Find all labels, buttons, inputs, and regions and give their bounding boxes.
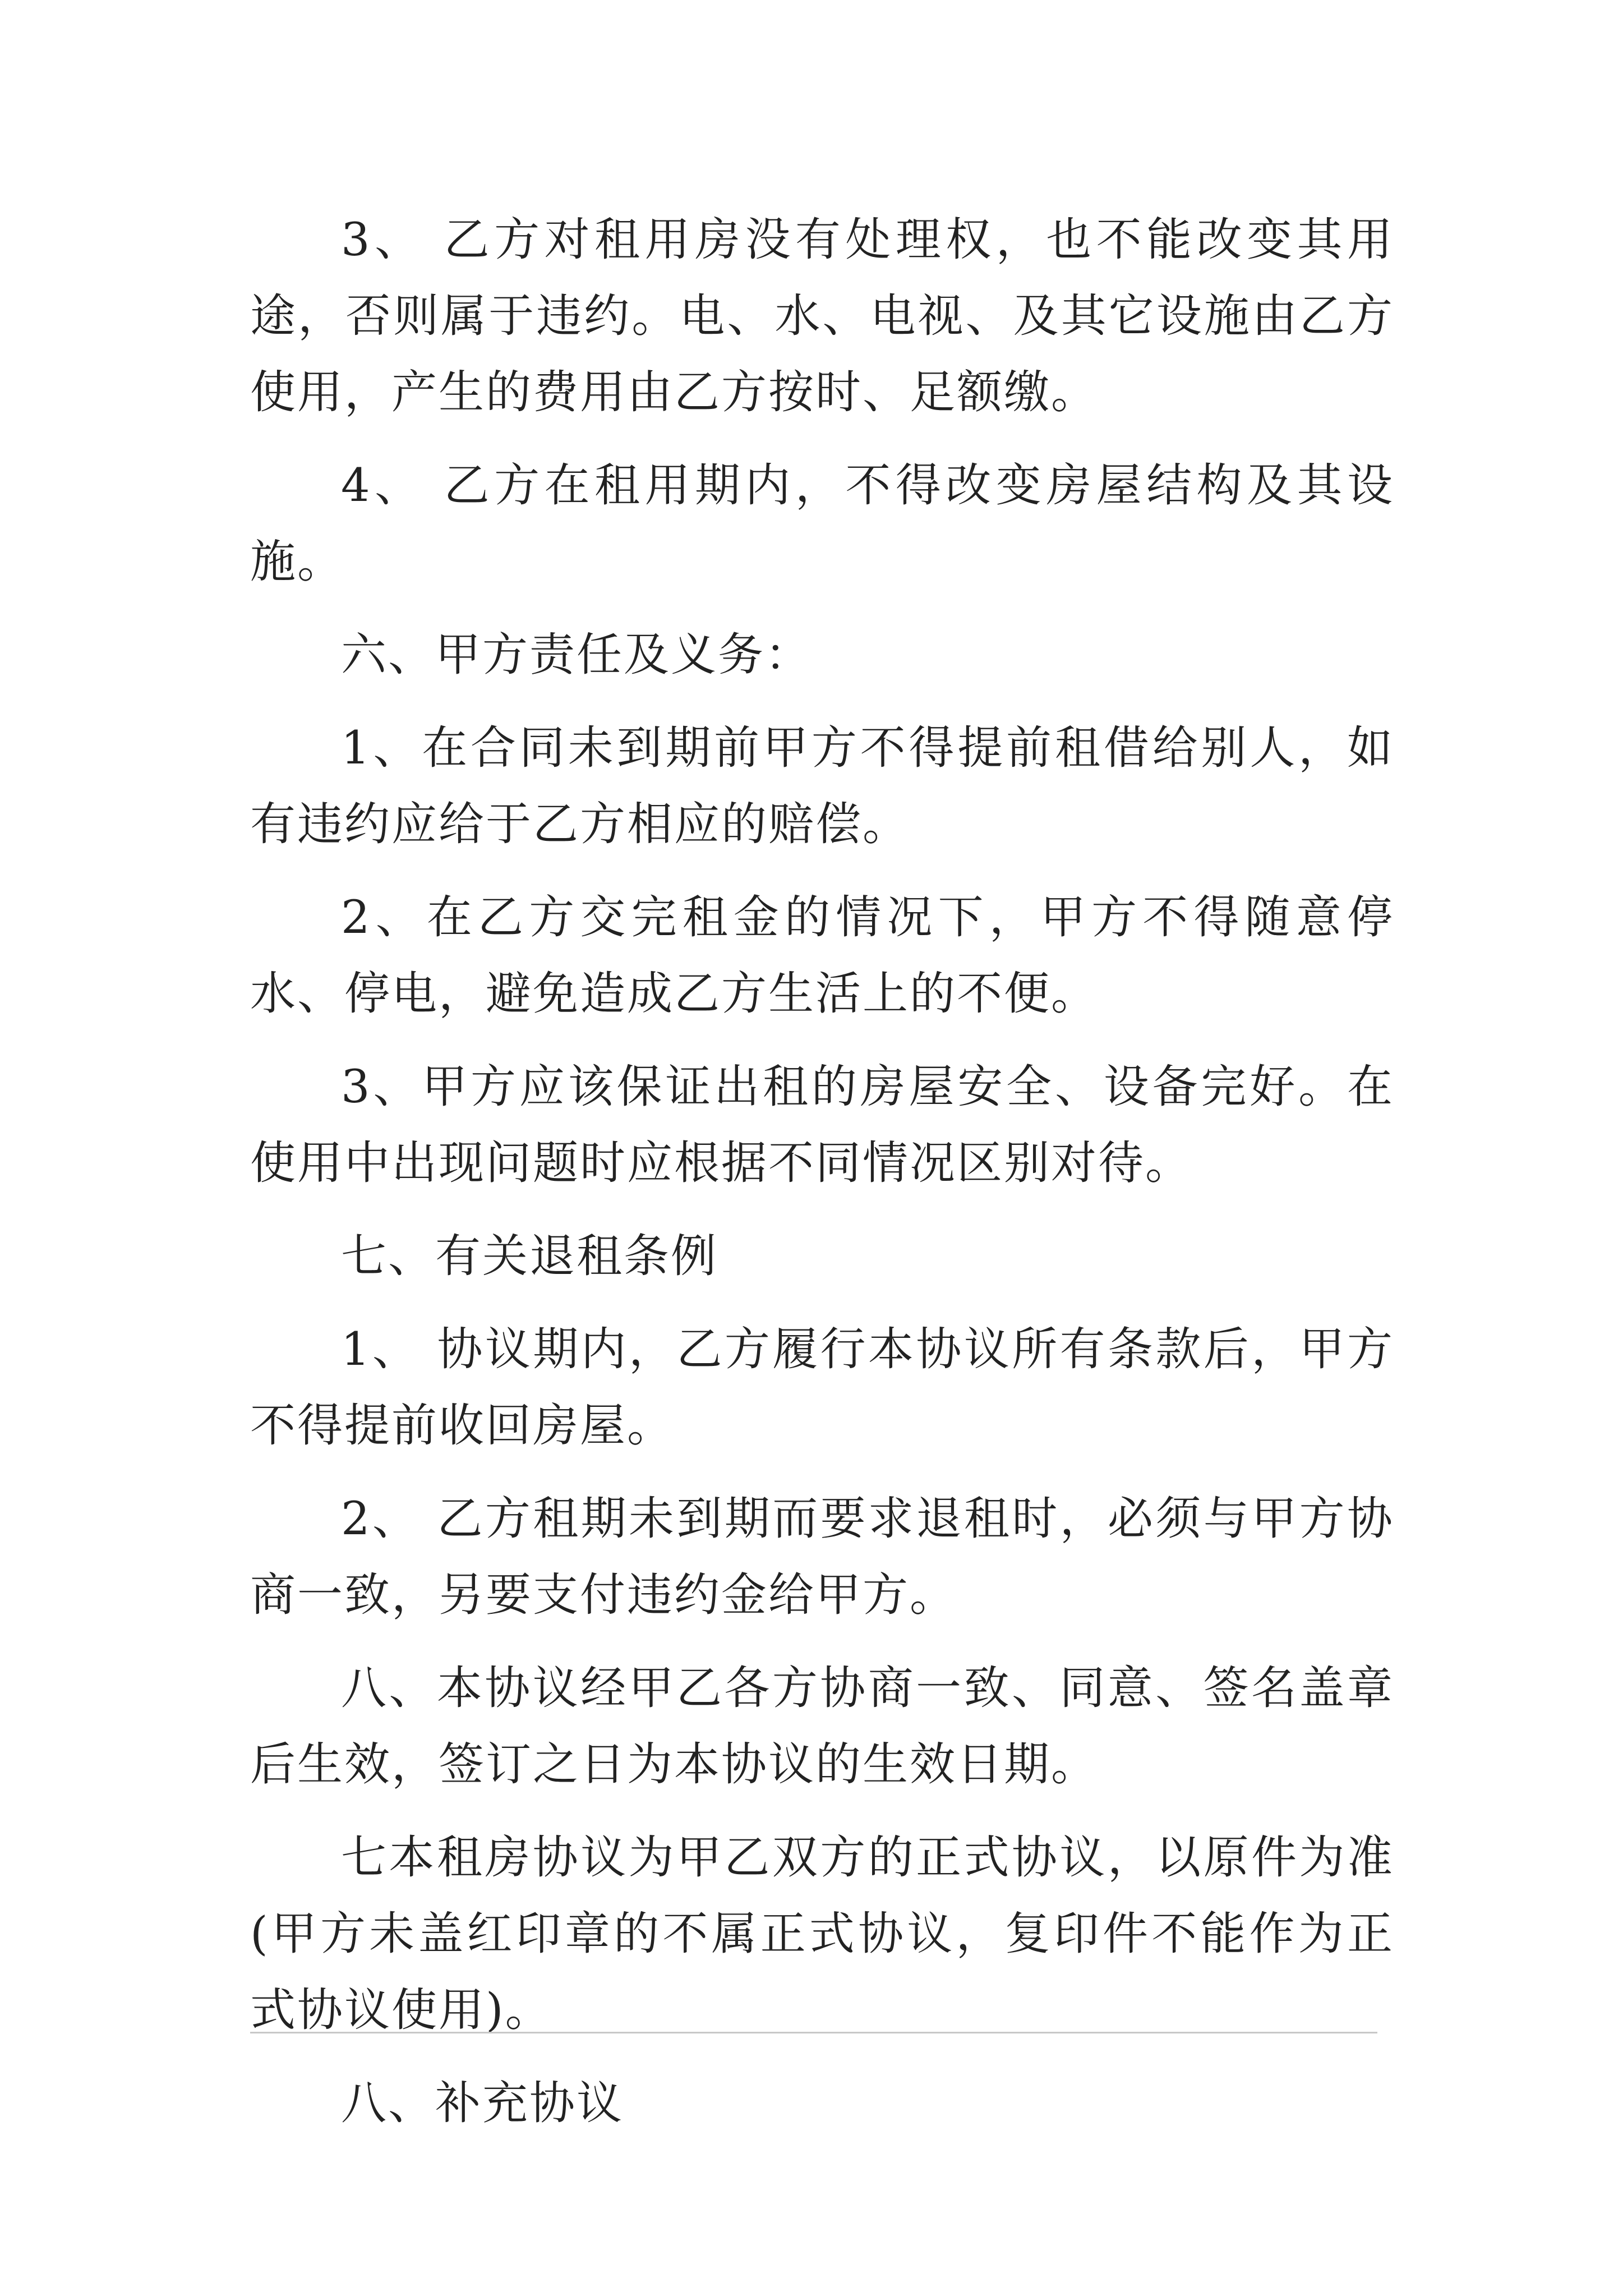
- footer-divider: [250, 2032, 1377, 2033]
- clause-paragraph: 1、 协议期内，乙方履行本协议所有条款后，甲方不得提前收回房屋。: [250, 1323, 1394, 1452]
- clause-paragraph: 3、 乙方对租用房没有处理权，也不能改变其用途，否则属于违约。电、水、电视、及其它设施由乙方使用，产生的费用由乙方按时、足额缴。: [250, 214, 1394, 419]
- clause-paragraph: 1、在合同未到期前甲方不得提前租借给别人，如有违约应给于乙方相应的赔偿。: [250, 722, 1394, 851]
- clause-paragraph: 八、本协议经甲乙各方协商一致、同意、签名盖章后生效，签订之日为本协议的生效日期。: [250, 1662, 1394, 1791]
- clause-paragraph: 七本租房协议为甲乙双方的正式协议，以原件为准(甲方未盖红印章的不属正式协议，复印件不能作为正式协议使用)。: [250, 1832, 1394, 2037]
- clause-paragraph: 2、在乙方交完租金的情况下，甲方不得随意停水、停电，避免造成乙方生活上的不便。: [250, 891, 1394, 1020]
- section-heading: 八、补充协议: [341, 2077, 624, 2130]
- clause-paragraph: 2、 乙方租期未到期而要求退租时，必须与甲方协商一致，另要支付违约金给甲方。: [250, 1493, 1394, 1622]
- section-heading: 七、有关退租条例: [341, 1230, 718, 1283]
- clause-paragraph: 3、甲方应该保证出租的房屋安全、设备完好。在使用中出现问题时应根据不同情况区别对待。: [250, 1061, 1394, 1190]
- document-body: [250, 202, 1394, 2159]
- clause-paragraph: 4、 乙方在租用期内，不得改变房屋结构及其设施。: [250, 459, 1394, 588]
- section-heading: 六、甲方责任及义务：: [341, 629, 813, 682]
